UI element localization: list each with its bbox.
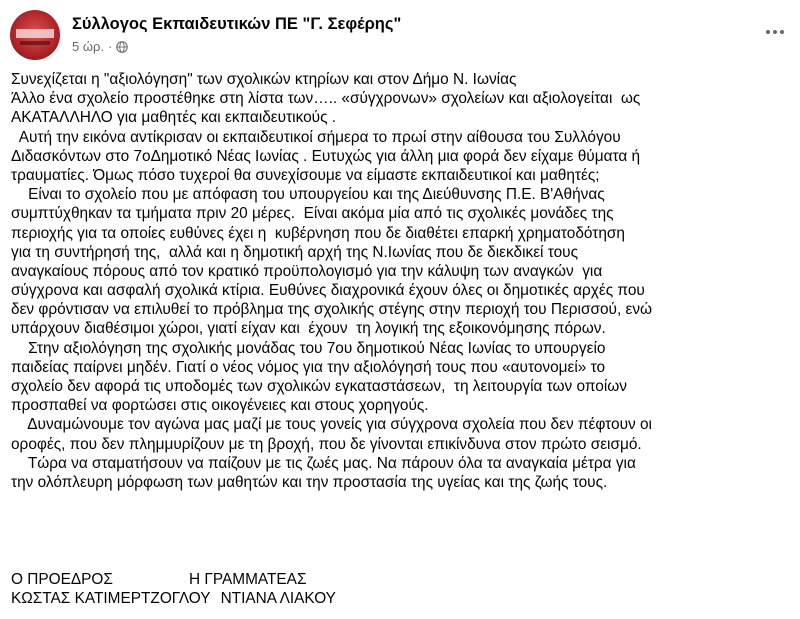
more-options-button[interactable]: [760, 22, 790, 42]
signature-names-row: [11, 589, 336, 608]
post-timestamp[interactable]: 5 ώρ.: [72, 39, 104, 54]
meta-separator: ·: [108, 39, 113, 54]
page-name-link[interactable]: Σύλλογος Εκπαιδευτικών ΠΕ "Γ. Σεφέρης": [72, 15, 402, 33]
secretary-name: ΝΤΙΑΝΑ ΛΙΑΚΟΥ: [220, 590, 336, 608]
post-text-line: Στην αξιολόγηση της σχολικής μονάδας του 7ου δημοτικού Νέας Ιωνίας το υπουργείο: [11, 339, 606, 357]
post-text-line: Δυναμώνουμε τον αγώνα μας μαζί με τους γονείς για σύγχρονα σχολεία που δεν πέφτουν οι: [11, 416, 652, 434]
post-text-line: τραυματίες. Όμως πόσο τυχεροί θα συνεχίσουμε να είμαστε εκπαιδευτικοί και μαθητές;: [11, 166, 600, 184]
post-text: [11, 70, 791, 492]
signature-titles-row: [11, 570, 336, 589]
globe-icon[interactable]: [116, 41, 128, 53]
more-options-icon: [773, 30, 777, 34]
president-name: ΚΩΣΤΑΣ ΚΑΤΙΜΕΡΤΖΟΓΛΟΥ: [11, 590, 211, 608]
signatures: [11, 570, 336, 608]
post-text-line: ΑΚΑΤΑΛΛΗΛΟ για μαθητές και εκπαιδευτικούς .: [11, 109, 337, 127]
page-avatar[interactable]: [10, 10, 60, 60]
avatar-image-band: [16, 29, 54, 38]
post-text-line: Συνεχίζεται η "αξιολόγηση" των σχολικών κτηρίων και στον Δήμο Ν. Ιωνίας: [11, 71, 517, 88]
post-text-line: οροφές, που δεν πλημμυρίζουν με τη βροχή, που δε γίνονται επικίνδυνα στον πρώτο σεισμό.: [11, 435, 642, 453]
post-text-line: σχολείο δεν αφορά τις υποδομές των σχολικών εγκαταστάσεων, τη λειτουργία των οποίων: [11, 378, 627, 395]
post-text-line: για τη συντήρησή της, αλλά και η δημοτική αρχή της Ν.Ιωνίας που δε διεκδικεί τους: [11, 243, 579, 261]
post-text-line: προσπαθεί να φορτώσει στις οικογένειες και στους χορηγούς.: [11, 397, 429, 415]
post-text-line: αναγκαίους πόρους από τον κρατικό προϋπολογισμό για την κάλυψη των αναγκών για: [11, 262, 603, 280]
post-text-line: Τώρα να σταματήσουν να παίζουν με τις ζωές μας. Να πάρουν όλα τα αναγκαία μέτρα για: [11, 454, 636, 472]
secretary-title: Η ΓΡΑΜΜΑΤΕΑΣ: [189, 571, 307, 588]
post-header: [10, 10, 790, 60]
post-text-line: συμπτύχθηκαν τα τμήματα πριν 20 μέρες. Είναι ακόμα μία από τις σχολικές μονάδες της: [11, 205, 614, 223]
post-text-line: την ολόπλευρη μόρφωση των μαθητών και την προστασία της υγείας και της ζωής τους.: [11, 473, 608, 491]
post-text-line: παιδείας παίρνει μηδέν. Γιατί ο νέος νόμος για την αξιολόγησή τους που «αυτονομεί» το: [11, 358, 606, 376]
post-text-line: Διδασκόντων στο 7οΔημοτικό Νέας Ιωνίας . Ευτυχώς για άλλη μια φορά δεν είχαμε θύματα ή: [11, 147, 641, 165]
post-text-line: Άλλο ένα σχολείο προστέθηκε στη λίστα των….. «σύγχρονων» σχολείων και αξιολογείται ως: [11, 90, 641, 108]
more-options-icon: [766, 30, 770, 34]
president-title: Ο ΠΡΟΕΔΡΟΣ: [11, 571, 113, 588]
post-text-line: δεν φρόντισαν να επιλυθεί το πρόβλημα της σχολικής στέγης στην περιοχή του Περισσού, ενώ: [11, 301, 653, 319]
post-text-line: Είναι το σχολείο που με απόφαση του υπουργείου και της Διεύθυνσης Π.Ε. Β'Αθήνας: [11, 186, 605, 204]
post-text-line: σύγχρονα και ασφαλή σχολικά κτίρια. Ευθύνες διαχρονικά έχουν όλες οι δημοτικές αρχές που: [11, 282, 645, 300]
more-options-icon: [780, 30, 784, 34]
post-meta: [72, 39, 128, 54]
post-text-line: περιοχής για τα οποίες ευθύνες έχει η κυβέρνηση που δε διαθέτει επαρκή χρηματοδότηση: [11, 224, 625, 242]
avatar-image-band-2: [20, 41, 50, 45]
post-text-line: υπάρχουν διαθέσιμοι χώροι, γιατί είχαν και έχουν τη λογική της εξοικονόμησης πόρων.: [11, 320, 606, 338]
post-text-line: Αυτή την εικόνα αντίκρισαν οι εκπαιδευτικοί σήμερα το πρωί στην αίθουσα του Συλλόγου: [11, 128, 621, 146]
